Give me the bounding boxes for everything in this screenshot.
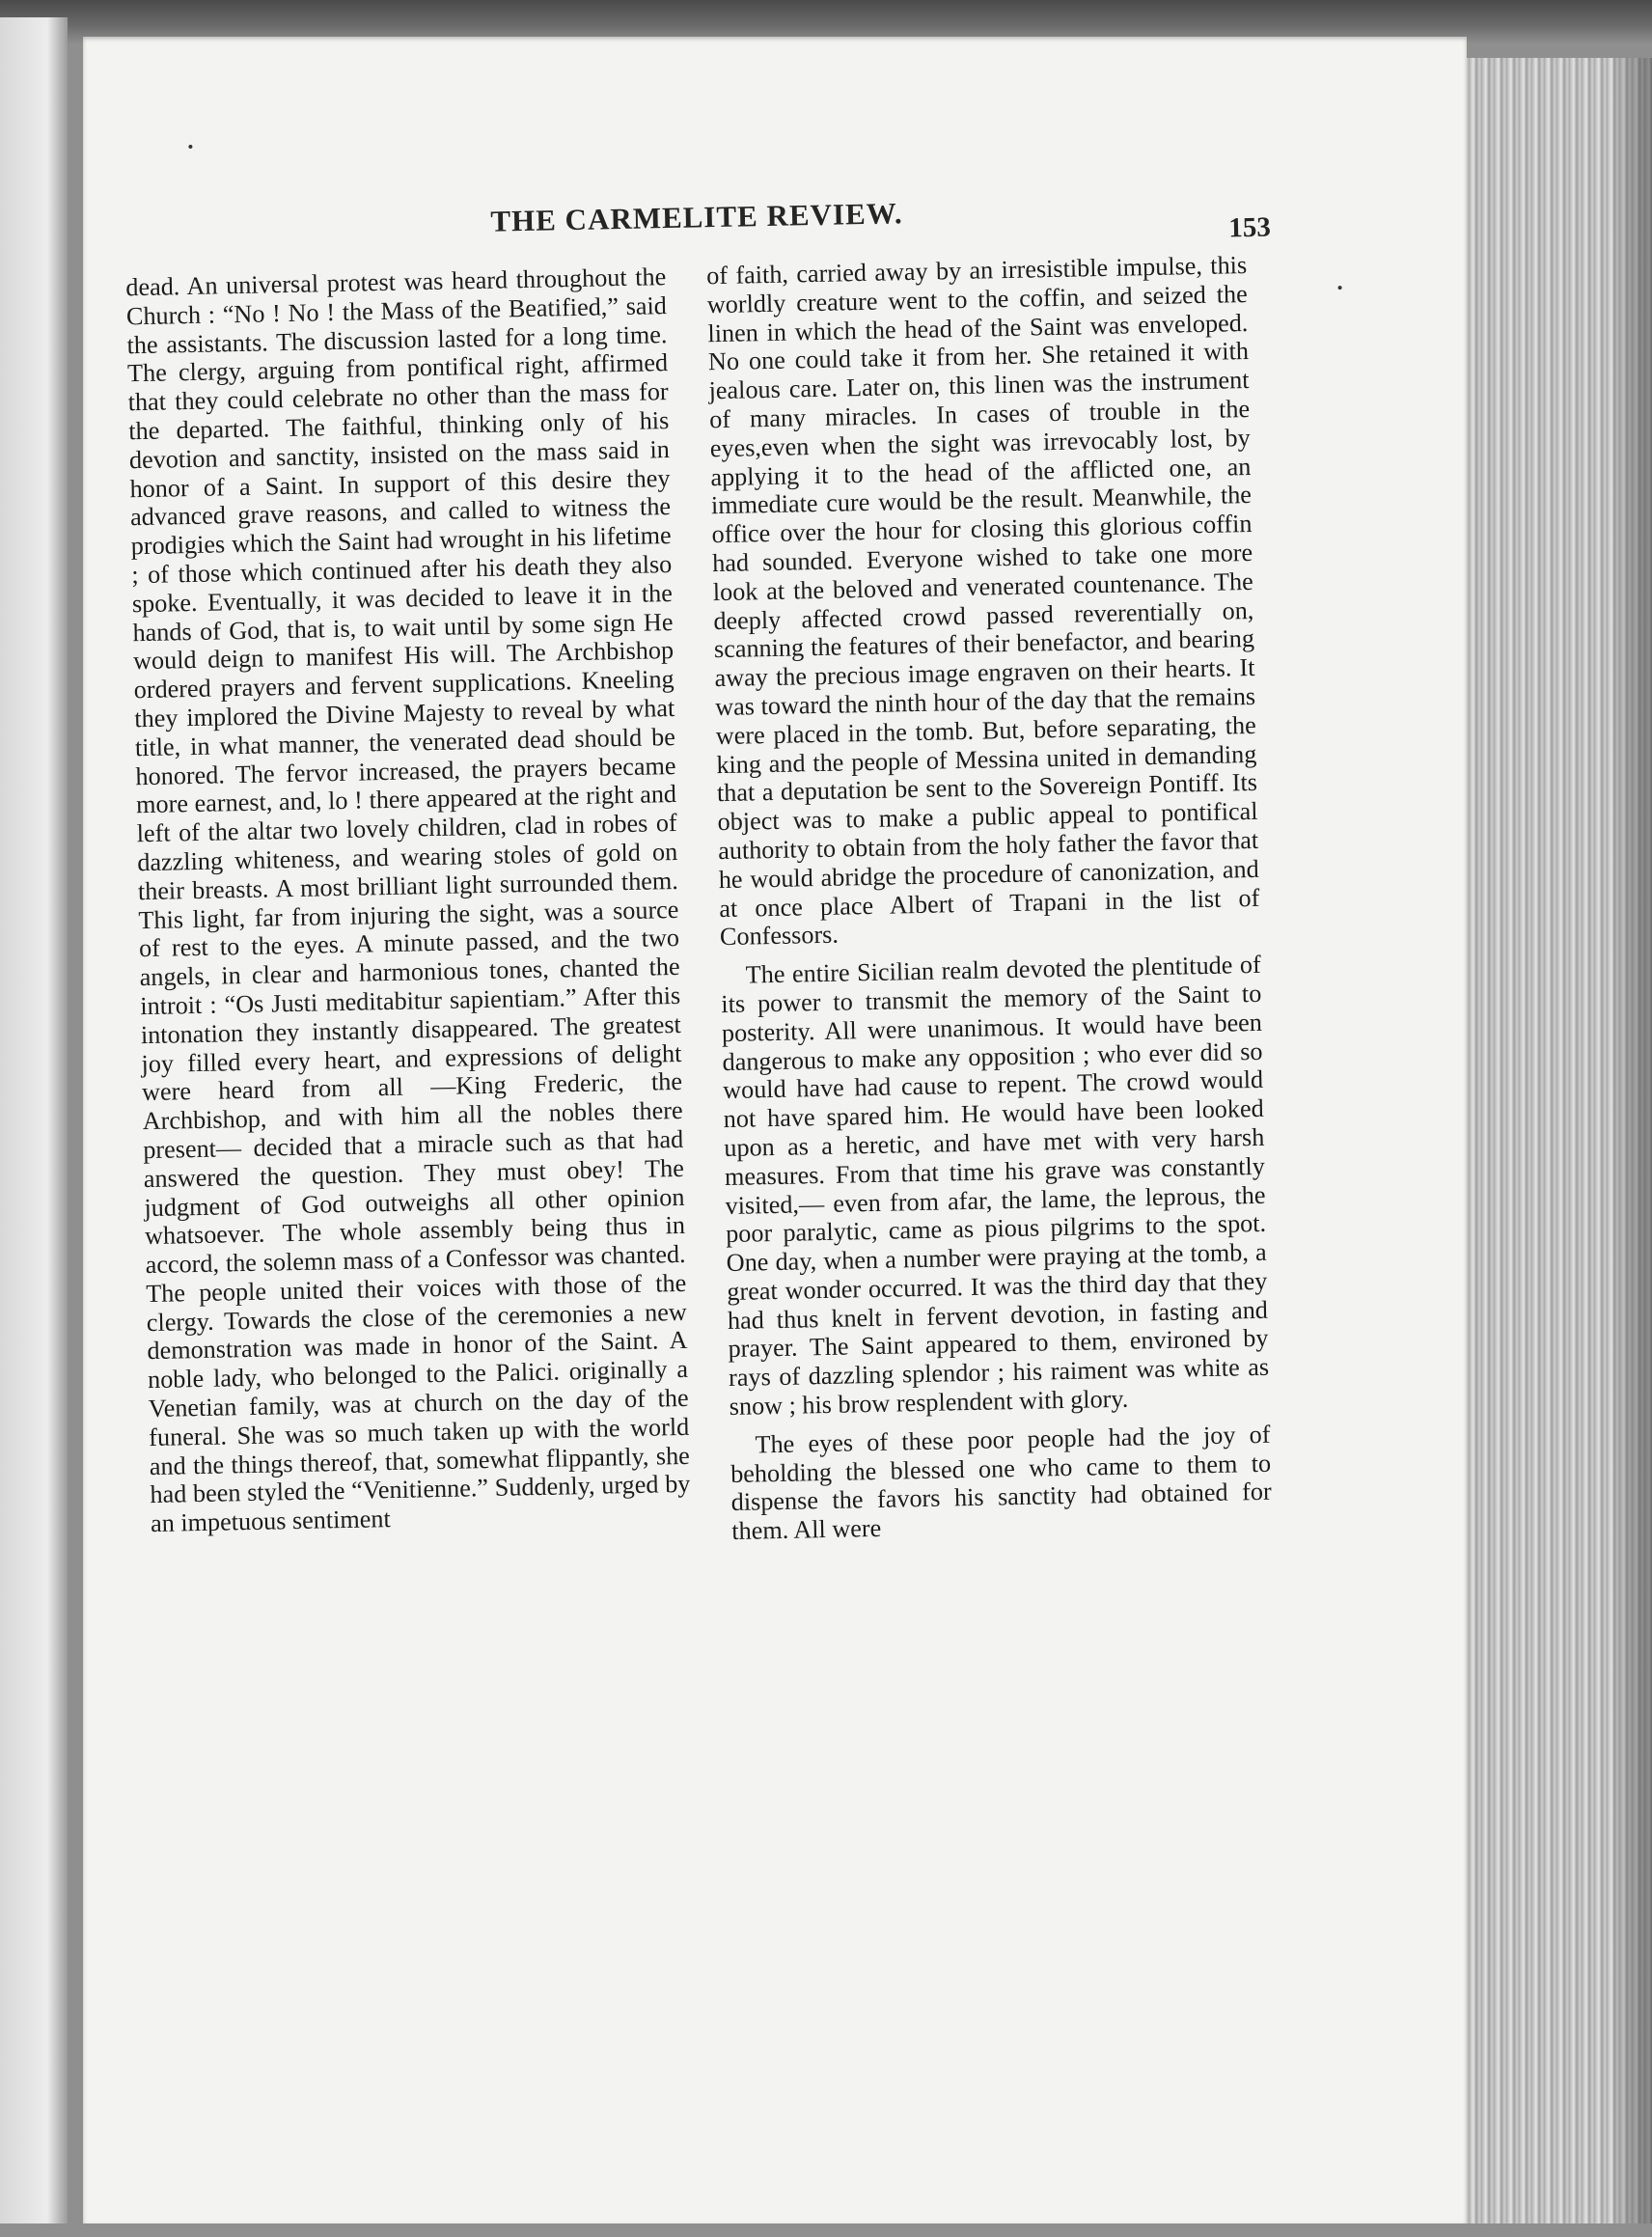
paragraph: of faith, carried away by an irresistible impulse, this worldly creature went to the coffin, and seized the linen in which the head of the Saint was enveloped. No one could take it from her. She retained it with jealous care. Later on, this linen was the instrument of many miracles. In cases of trouble in the eyes,even when the sight was irrevocably lost, by applying it to the head of the afflicted one, an immediate cure would be the result. Meanwhile, the office over the hour for closing this glorious coffin had sounded. Everyone wished to take one more look at the beloved and venerated countenance. The deeply affected crowd passed reverentially on, scanning the features of their benefactor, and bearing away the precious image engraven on their hearts. It was toward the ninth hour of the day that the remains were placed in the tomb. But, before separating, the king and the people of Messina united in demanding that a deputation be sent to the Sovereign Pontiff. Its object was to make a public appeal to pontifical authority to obtain from the holy father the favor that he would abridge the procedure of canonization, and at once place Albert of Trapani in the list of Confessors. (705, 251, 1260, 952)
book-page (83, 37, 1467, 2223)
paragraph: The entire Sicilian realm devoted the plentitude of its power to transmit the memory of the Saint to posterity. All were unanimous. It would have been dangerous to make any opposition ; who ever did so would have had cause to repent. The crowd would not have spared him. He would have been looked upon as a heretic, and have met with very harsh measures. From that time his grave was constantly visited,— even from afar, the lame, the leprous, the poor paralytic, came as pious pilgrims to the spot. One day, when a number were praying at the tomb, a great wonder occurred. It was the third day that they had thus knelt in fervent devotion, in fasting and prayer. The Saint appeared to them, environed by rays of dazzling splendor ; his raiment was white as snow ; his brow resplendent with glory. (721, 950, 1270, 1422)
page-number: 153 (1228, 211, 1272, 244)
speck-mark (1338, 286, 1342, 290)
paragraph: dead. An universal protest was heard throughout the Church : “No ! No ! the Mass of the Beatified,” said the assistants. The discussion lasted for a long time. The clergy, arguing from pontifical right, affirmed that they could celebrate no other than the mass for the departed. The faithful, thinking only of his devotion and sanctity, insisted on the mass said in honor of a Saint. In support of this desire they advanced grave reasons, and called to witness the prodigies which the Saint had wrought in his lifetime ; of those which continued after his death they also spoke. Eventually, it was decided to leave it in the hands of God, that is, to wait until by some sign He would deign to manifest His will. The Archbishop ordered prayers and fervent supplications. Kneeling they implored the Divine Majesty to reveal by what title, in what manner, the venerated dead should be honored. The fervor increased, the prayers became more earnest, and, lo ! there appeared at the right and left of the altar two lovely children, clad in robes of dazzling whiteness, and wearing stoles of gold on their breasts. A most brilliant light surrounded them. This light, far from injuring the sight, was a source of rest to the eyes. A minute passed, and the two angels, in clear and harmonious tones, chanted the introit : “Os Justi meditabitur sapientiam.” After this intonation they instantly disappeared. The greatest joy filled every heart, and expressions of delight were heard from all —King Frederic, the Archbishop, and with him all the nobles there present— decided that a miracle such as that had answered the question. They must obey! The judgment of God outweighs all other opinion whatsoever. The whole assembly being thus in accord, the solemn mass of a Confessor was chanted. The people united their voices with those of the clergy. Towards the close of the ceremonies a new demonstration was made in honor of the Saint. A noble lady, who belonged to the Palici. originally a Venetian family, was at church on the day of the funeral. She was so much taken up with the world and the things thereof, that, somewhat flippantly, she had been styled the “Venitienne.” Suddenly, urged by an impetuous sentiment (125, 262, 691, 1538)
speck-mark (188, 145, 192, 149)
page-content (61, 23, 1488, 2237)
book-page-edges (1457, 58, 1652, 2223)
right-column (706, 251, 1273, 1546)
facing-page-edge (0, 17, 68, 2223)
left-column (125, 262, 691, 1538)
running-head: THE CARMELITE REVIEW. (490, 196, 903, 238)
paragraph: The eyes of these poor people had the joy of beholding the blessed one who came to them to dispense the favors his sanctity had obtained for them. All were (730, 1420, 1272, 1546)
